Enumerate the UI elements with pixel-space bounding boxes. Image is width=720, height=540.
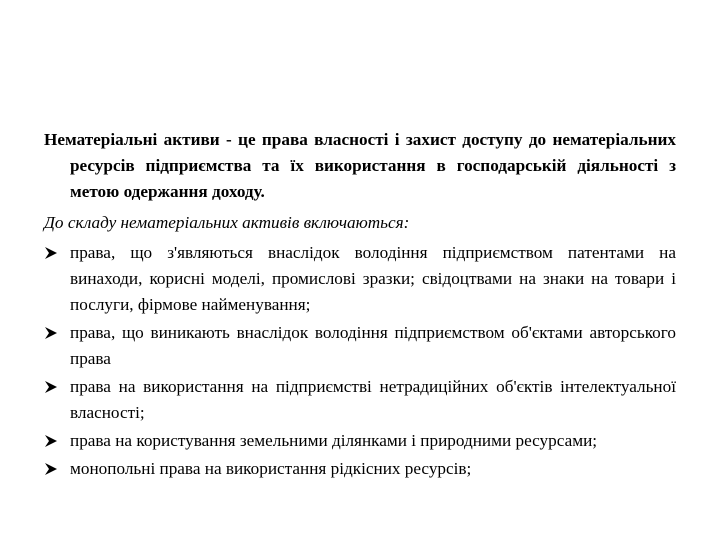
list-item	[44, 320, 676, 372]
list-item-text: права на користування земельними ділянками і природними ресурсами;	[70, 431, 598, 450]
list-item	[44, 428, 676, 454]
list-item-text: права, що з'являються внаслідок володіння підприємством патентами на винаходи, корисні моделі, промислові зразки; свідоцтвами на знаки на товари і послуги, фірмове найменування;	[70, 243, 676, 314]
list-item-text: права, що виникають внаслідок володіння підприємством об'єктами авторського права	[70, 323, 676, 368]
bullet-list	[44, 240, 676, 482]
arrowhead-bullet-icon	[44, 380, 58, 394]
list-item	[44, 374, 676, 426]
arrowhead-bullet-icon	[44, 246, 58, 260]
list-item-text: монопольні права на використання рідкісних ресурсів;	[70, 459, 472, 478]
arrowhead-bullet-icon	[44, 326, 58, 340]
intro-text: До складу нематеріальних активів включаються:	[44, 213, 410, 232]
list-item	[44, 456, 676, 482]
list-item	[44, 240, 676, 318]
arrowhead-bullet-icon	[44, 462, 58, 476]
definition-paragraph: Нематеріальні активи - це права власності і захист доступу до нематеріальних ресурсів підприємства та їх використання в господарській діяльності з метою одержання доходу.	[44, 130, 676, 201]
arrowhead-bullet-icon	[44, 434, 58, 448]
list-item-text: права на використання на підприємстві нетрадиційних об'єктів інтелектуальної власності;	[70, 377, 676, 422]
slide-content	[44, 127, 676, 484]
